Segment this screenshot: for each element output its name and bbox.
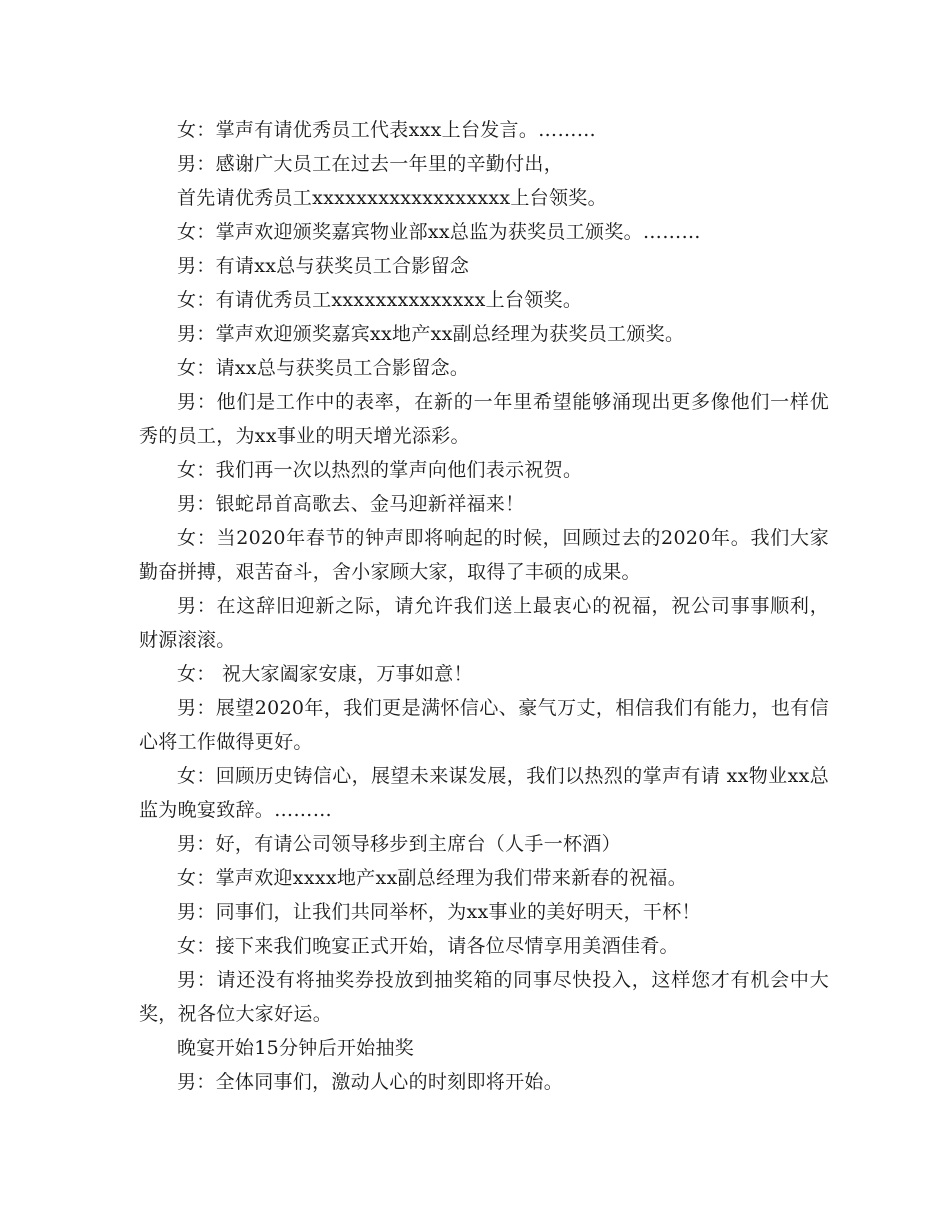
paragraph: 男：感谢广大员工在过去一年里的辛勤付出， xyxy=(177,153,564,175)
document-body xyxy=(139,113,829,1099)
paragraph: 男：银蛇昂首高歌去、金马迎新祥福来！ xyxy=(177,493,525,515)
paragraph: 女：请xx总与获奖员工合影留念。 xyxy=(177,357,470,379)
paragraph: 男：他们是工作中的表率，在新的一年里希望能够涌现出更多像他们一样优秀的员工，为xx事业的明天增光添彩。 xyxy=(139,391,829,447)
paragraph: 女：当2020年春节的钟声即将响起的时候，回顾过去的2020年。我们大家勤奋拼搏，艰苦奋斗，舍小家顾大家，取得了丰硕的成果。 xyxy=(139,527,829,583)
paragraph: 男：全体同事们，激动人心的时刻即将开始。 xyxy=(177,1071,564,1093)
paragraph: 女：掌声有请优秀员工代表xxx上台发言。……… xyxy=(177,119,597,141)
paragraph: 女：回顾历史铸信心，展望未来谋发展，我们以热烈的掌声有请 xx物业xx总监为晚宴致辞。……… xyxy=(139,765,829,821)
paragraph: 男：请还没有将抽奖券投放到抽奖箱的同事尽快投入，这样您才有机会中大奖，祝各位大家好运。 xyxy=(139,969,829,1025)
paragraph: 女：我们再一次以热烈的掌声向他们表示祝贺。 xyxy=(177,459,583,481)
paragraph: 男：在这辞旧迎新之际，请允许我们送上最衷心的祝福，祝公司事事顺利，财源滚滚。 xyxy=(139,595,829,651)
paragraph: 女：有请优秀员工xxxxxxxxxxxxxx上台领奖。 xyxy=(177,289,583,311)
paragraph: 首先请优秀员工xxxxxxxxxxxxxxxxxx上台领奖。 xyxy=(177,187,607,209)
paragraph: 男：有请xx总与获奖员工合影留念 xyxy=(177,255,470,277)
paragraph: 男：展望2020年，我们更是满怀信心、豪气万丈，相信我们有能力，也有信心将工作做得更好。 xyxy=(139,697,829,753)
paragraph: 女：掌声欢迎颁奖嘉宾物业部xx总监为获奖员工颁奖。……… xyxy=(177,221,701,243)
paragraph: 女： 祝大家阖家安康，万事如意！ xyxy=(177,663,473,685)
paragraph: 男：好，有请公司领导移步到主席台（人手一杯酒） xyxy=(177,833,621,855)
paragraph: 女：接下来我们晚宴正式开始，请各位尽情享用美酒佳肴。 xyxy=(177,935,679,957)
paragraph: 男：同事们，让我们共同举杯，为xx事业的美好明天，干杯！ xyxy=(177,901,701,923)
paragraph: 男：掌声欢迎颁奖嘉宾xx地产xx副总经理为获奖员工颁奖。 xyxy=(177,323,685,345)
paragraph: 女：掌声欢迎xxxx地产xx副总经理为我们带来新春的祝福。 xyxy=(177,867,687,889)
paragraph: 晚宴开始15分钟后开始抽奖 xyxy=(177,1037,415,1059)
